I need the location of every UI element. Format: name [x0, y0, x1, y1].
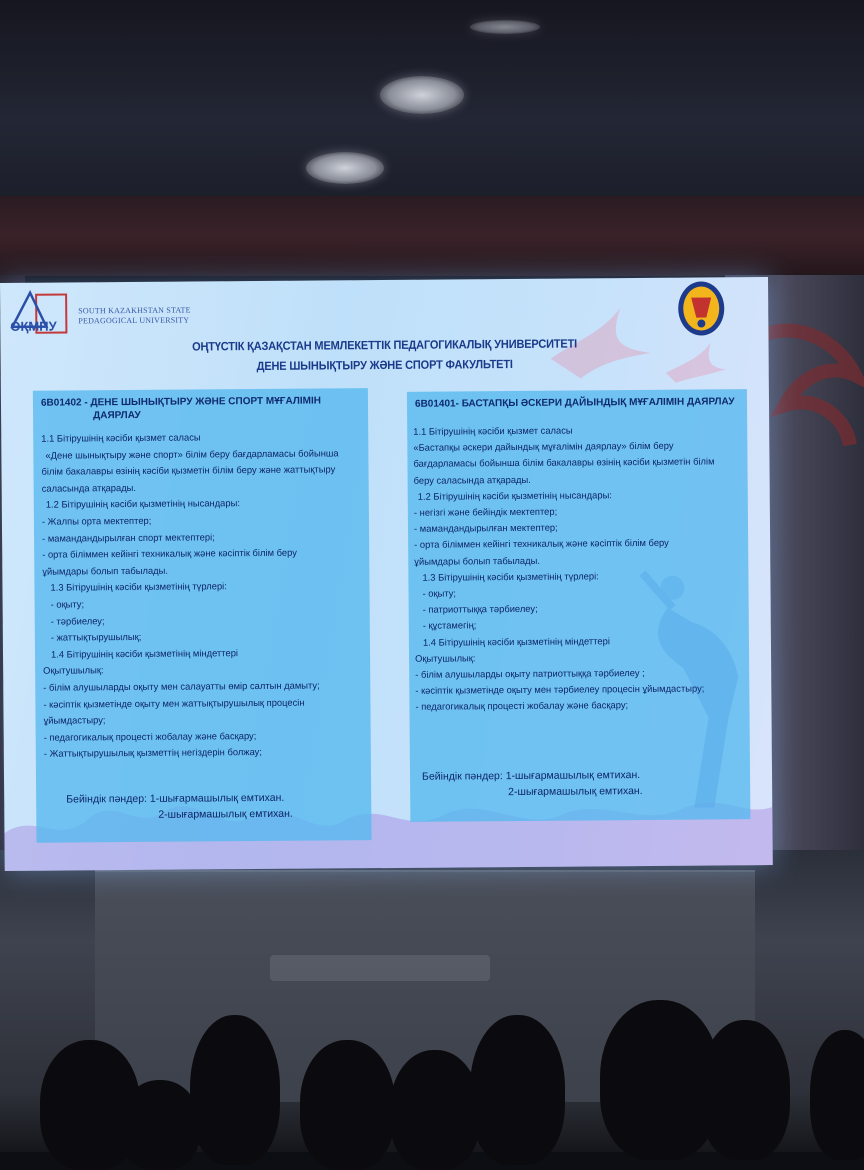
logo-caption-line: SOUTH KAZAKHSTAN STATE	[78, 305, 191, 316]
panel-text-line: ұйымдары болып табылады.	[42, 564, 169, 577]
slide-title: ОҢТҮСТІК ҚАЗАҚСТАН МЕМЛЕКЕТТІК ПЕДАГОГИКАЛЫҚ УНИВЕРСИТЕТІ	[191, 336, 578, 354]
panel-text-line: - кәсіптік қызметінде оқыту мен тәрбиелеу процесін ұйымдастыру;	[415, 682, 705, 696]
right-exam-line-2: 2-шығармашылық емтихан.	[508, 785, 643, 799]
left-panel-heading: 6В01402 - ДЕНЕ ШЫНЫҚТЫРУ ЖӘНЕ СПОРТ МҰҒАЛІМІН	[40, 395, 321, 409]
audience-head	[190, 1015, 280, 1165]
right-program-panel	[407, 389, 750, 822]
university-logo-icon	[6, 286, 76, 347]
panel-text-line: - құстамегің;	[422, 619, 477, 632]
panel-text-line: 1.2 Бітірушінің кәсіби қызметінің нысандары:	[45, 497, 240, 511]
ceiling-light	[470, 20, 540, 34]
projection-screen	[0, 277, 773, 871]
panel-text-line: ұйымдары болып табылады.	[414, 554, 540, 567]
panel-text-line: ұйымдастыру;	[43, 714, 106, 726]
panel-text-line: - негізгі және бейіндік мектептер;	[413, 505, 558, 518]
left-exam-line-2: 2-шығармашылық емтихан.	[158, 807, 293, 821]
left-panel-heading-cont: ДАЯРЛАУ	[93, 409, 141, 422]
panel-text-line: - мамандандырылған мектептер;	[413, 521, 558, 534]
ceiling-light	[306, 152, 384, 184]
stage-sign	[270, 955, 490, 981]
panel-text-line: 1.1 Бітірушінің кәсіби қызмет саласы	[41, 431, 201, 444]
panel-text-line: - оқыту;	[422, 587, 457, 599]
panel-text-line: - педагогикалық процесті жобалау және басқару;	[43, 729, 257, 743]
faculty-emblem-icon	[676, 279, 726, 337]
panel-text-line: - патриоттыққа тәрбиелеу;	[422, 603, 538, 615]
audience-head	[390, 1050, 480, 1170]
panel-text-line: 1.4 Бітірушінің кәсіби қызметінің міндеттері	[50, 646, 239, 660]
panel-text-line: - оқыту;	[50, 598, 85, 610]
panel-text-line: 1.3 Бітірушінің кәсіби қызметінің түрлері:	[50, 580, 227, 594]
panel-text-line: беру саласында атқарады.	[413, 473, 531, 486]
right-panel-heading: 6В01401- БАСТАПҚЫ ӘСКЕРИ ДАЙЫНДЫҚ МҰҒАЛІМІН ДАЯРЛАУ	[414, 396, 735, 410]
logo-caption	[78, 306, 191, 327]
panel-text-line: - Жаттықтырушылық қызметтің негіздерін болжау;	[43, 746, 262, 760]
panel-text-line: 1.4 Бітірушінің кәсіби қызметінің міндеттері	[422, 634, 610, 648]
audience-head	[470, 1015, 565, 1165]
left-exam-line-1: Бейіндік пәндер: 1-шығармашылық емтихан.	[66, 791, 285, 806]
panel-text-line: саласында атқарады.	[41, 481, 137, 494]
audience-head	[300, 1040, 395, 1170]
panel-text-line: 1.1 Бітірушінің кәсіби қызмет саласы	[413, 424, 573, 437]
ceiling-light	[380, 76, 464, 114]
panel-text-line: - орта біліммен кейінгі техникалық және кәсіптік білім беру	[414, 537, 669, 551]
audience-head	[120, 1080, 200, 1170]
audience-head	[700, 1020, 790, 1160]
panel-text-line: - білім алушыларды оқыту патриоттыққа тәрбиелеу ;	[415, 666, 645, 680]
panel-text-line: - орта біліммен кейінгі техникалық және кәсіптік білім беру	[42, 546, 297, 560]
panel-text-line: Оқытушылық:	[415, 652, 476, 664]
panel-text-line: бағдарламасы бойынша білім бакалавры өзінің кәсіби қызметін білім	[413, 455, 715, 470]
logo-mark: ОҚМПУ	[10, 318, 57, 334]
panel-text-line: - кәсіптік қызметінде оқыту мен жаттықтырушылық процесін	[43, 696, 305, 710]
panel-text-line: - педагогикалық процесті жобалау және басқару;	[415, 699, 629, 713]
right-exam-line-1: Бейіндік пәндер: 1-шығармашылық емтихан.	[421, 769, 641, 783]
panel-text-line: білім бакалавры өзінің кәсіби қызметін білім беру және жаттықтыру	[41, 463, 336, 477]
panel-text-line: «Дене шынықтыру және спорт» білім беру бағдарламасы бойынша	[45, 446, 339, 461]
panel-text-line: - мамандандырылған спорт мектептері;	[42, 530, 215, 544]
panel-text-line: - Жалпы орта мектептер;	[41, 514, 152, 527]
panel-text-line: 1.2 Бітірушінің кәсіби қызметінің нысандары:	[417, 489, 612, 502]
panel-text-line: «Бастапқы әскери дайындық мұғалімін даярлау» білім беру	[413, 439, 674, 453]
audience-head	[810, 1030, 864, 1160]
left-program-panel	[33, 388, 372, 843]
slide-subtitle: ДЕНЕ ШЫНЫҚТЫРУ ЖӘНЕ СПОРТ ФАКУЛЬТЕТІ	[256, 357, 513, 374]
panel-text-line: - тәрбиелеу;	[50, 614, 105, 627]
panel-text-line: - жаттықтырушылық;	[50, 631, 142, 643]
panel-text-line: Оқытушылық:	[43, 664, 104, 677]
logo-caption-line: PEDAGOGICAL UNIVERSITY	[78, 315, 190, 326]
panel-text-line: 1.3 Бітірушінің кәсіби қызметінің түрлері:	[422, 570, 599, 583]
panel-text-line: - білім алушыларды оқыту мен салауатты өмір салтын дамыту;	[43, 679, 320, 693]
ceiling-beam	[0, 196, 864, 276]
